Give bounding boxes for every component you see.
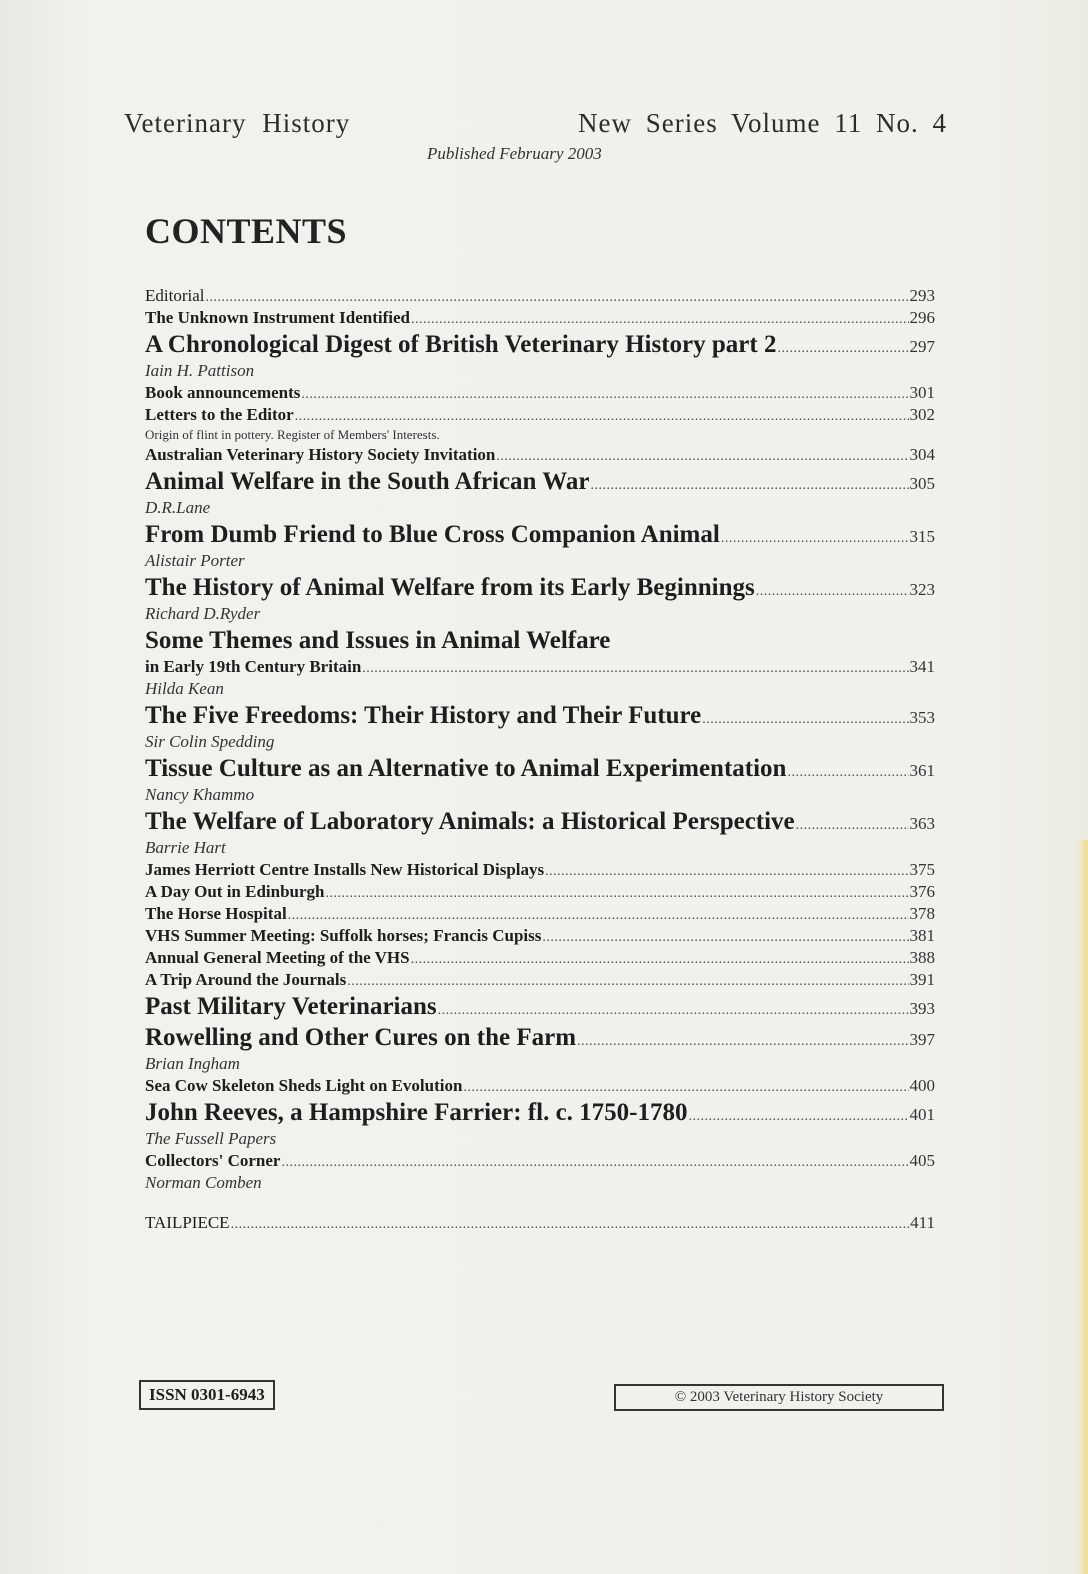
- toc-entry-page: 297: [909, 337, 935, 356]
- dot-leader: [281, 1150, 908, 1174]
- toc-entry-page: 353: [909, 708, 935, 727]
- toc-author: Nancy Khammo: [145, 785, 255, 804]
- toc-entry: [145, 969, 935, 991]
- toc-entry: [145, 444, 935, 466]
- toc-entry-page: 305: [909, 474, 935, 493]
- toc-entry-title: The Welfare of Laboratory Animals: a Historical Perspective: [145, 808, 795, 835]
- toc-entry: [145, 881, 935, 903]
- toc-spacer: [145, 1194, 935, 1212]
- table-of-contents: [145, 285, 935, 1234]
- toc-entry-title: Editorial: [145, 286, 205, 305]
- toc-entry-page: 375: [909, 860, 935, 879]
- toc-entry-title: James Herriott Centre Installs New Historical Displays: [145, 860, 545, 879]
- dot-leader: [496, 444, 908, 468]
- toc-entry: [145, 753, 935, 784]
- toc-entry: [145, 806, 935, 837]
- toc-entry-title: Collectors' Corner: [145, 1151, 281, 1170]
- dot-leader: [288, 903, 909, 927]
- dot-leader: [545, 859, 908, 883]
- page-edge-discoloration: [1078, 840, 1088, 1574]
- toc-entry-page: 293: [909, 286, 935, 305]
- toc-entry: [145, 700, 935, 731]
- toc-entry-page: 393: [909, 999, 935, 1018]
- toc-entry: [145, 1075, 935, 1097]
- toc-author: Sir Colin Spedding: [145, 732, 275, 751]
- dot-leader: [411, 307, 909, 331]
- toc-entry-title: VHS Summer Meeting: Suffolk horses; Francis Cupiss: [145, 926, 542, 945]
- dot-leader: [796, 806, 909, 841]
- dot-leader: [438, 991, 909, 1026]
- dot-leader: [347, 969, 908, 993]
- toc-entry: [145, 329, 935, 360]
- dot-leader: [777, 329, 908, 364]
- toc-author: The Fussell Papers: [145, 1129, 277, 1148]
- toc-entry: [145, 307, 935, 329]
- dot-leader: [787, 753, 908, 788]
- toc-entry-page: 378: [909, 904, 935, 923]
- journal-name: Veterinary History: [124, 108, 351, 138]
- toc-entry-page: 301: [909, 383, 935, 402]
- toc-entry: [145, 991, 935, 1022]
- toc-entry: [145, 404, 935, 426]
- copyright-box: © 2003 Veterinary History Society: [614, 1384, 944, 1411]
- toc-entry-title: Rowelling and Other Cures on the Farm: [145, 1024, 577, 1051]
- toc-entry: [145, 519, 935, 550]
- toc-entry: [145, 572, 935, 603]
- toc-entry-title: Animal Welfare in the South African War: [145, 468, 590, 495]
- toc-entry-title: Annual General Meeting of the VHS: [145, 948, 410, 967]
- dot-leader: [756, 572, 909, 607]
- dot-leader: [577, 1022, 908, 1057]
- toc-entry: [145, 1097, 935, 1128]
- dot-leader: [590, 466, 908, 501]
- toc-heading-line: Some Themes and Issues in Animal Welfare: [145, 627, 611, 654]
- toc-entry: [145, 925, 935, 947]
- toc-entry: [145, 656, 935, 678]
- dot-leader: [702, 700, 908, 735]
- issn-box: ISSN 0301-6943: [139, 1380, 275, 1410]
- toc-entry-title: The History of Animal Welfare from its Early Beginnings: [145, 574, 755, 601]
- toc-entry-page: 304: [909, 445, 935, 464]
- publication-date: Published February 2003: [427, 144, 602, 163]
- dot-leader: [689, 1097, 909, 1132]
- toc-entry: [145, 382, 935, 404]
- toc-entry: [145, 285, 935, 307]
- toc-entry-title: From Dumb Friend to Blue Cross Companion Animal: [145, 521, 720, 548]
- toc-entry-title: A Chronological Digest of British Veterinary History part 2: [145, 331, 777, 358]
- toc-entry-page: 315: [909, 527, 935, 546]
- contents-heading: CONTENTS: [145, 211, 348, 251]
- toc-entry: [145, 1150, 935, 1172]
- toc-entry-page: 388: [909, 948, 935, 967]
- toc-entry-title: Letters to the Editor: [145, 405, 294, 424]
- toc-entry-page: 411: [910, 1213, 935, 1232]
- toc-entry-page: 376: [909, 882, 935, 901]
- toc-author: Hilda Kean: [145, 679, 224, 698]
- toc-entry: [145, 903, 935, 925]
- toc-entry: [145, 859, 935, 881]
- dot-leader: [721, 519, 909, 554]
- dot-leader: [301, 382, 908, 406]
- toc-entry: [145, 466, 935, 497]
- toc-entry-page: 397: [909, 1030, 935, 1049]
- toc-entry-title: The Unknown Instrument Identified: [145, 308, 410, 327]
- dot-leader: [205, 285, 908, 309]
- dot-leader: [231, 1212, 910, 1236]
- toc-entry: [145, 947, 935, 969]
- dot-leader: [362, 656, 908, 680]
- toc-entry-page: 405: [909, 1151, 935, 1170]
- toc-author: Barrie Hart: [145, 838, 226, 857]
- toc-entry-title: TAILPIECE: [145, 1213, 230, 1232]
- toc-author: D.R.Lane: [145, 498, 211, 517]
- toc-author: Richard D.Ryder: [145, 604, 261, 623]
- toc-entry-page: 363: [909, 814, 935, 833]
- toc-note: Origin of flint in pottery. Register of Members' Interests.: [145, 427, 440, 442]
- series-volume: New Series Volume 11 No. 4: [578, 108, 947, 138]
- toc-author: Brian Ingham: [145, 1054, 240, 1073]
- toc-entry-title: The Five Freedoms: Their History and Their Future: [145, 702, 702, 729]
- toc-entry-title: The Horse Hospital: [145, 904, 287, 923]
- toc-entry-page: 400: [909, 1076, 935, 1095]
- toc-entry-title: A Trip Around the Journals: [145, 970, 347, 989]
- toc-entry-title: Tissue Culture as an Alternative to Animal Experimentation: [145, 755, 787, 782]
- toc-entry: [145, 1022, 935, 1053]
- toc-entry-page: 381: [909, 926, 935, 945]
- toc-entry-page: 323: [909, 580, 935, 599]
- toc-entry-page: 361: [909, 761, 935, 780]
- toc-entry-page: 296: [909, 308, 935, 327]
- toc-entry-page: 401: [909, 1105, 935, 1124]
- dot-leader: [295, 404, 909, 428]
- toc-entry-title: A Day Out in Edinburgh: [145, 882, 325, 901]
- dot-leader: [411, 947, 909, 971]
- toc-entry-page: 302: [909, 405, 935, 424]
- toc-entry-title: in Early 19th Century Britain: [145, 657, 362, 676]
- toc-entry-page: 341: [909, 657, 935, 676]
- dot-leader: [463, 1075, 908, 1099]
- toc-author: Alistair Porter: [145, 551, 245, 570]
- toc-entry-page: 391: [909, 970, 935, 989]
- dot-leader: [542, 925, 908, 949]
- toc-entry-title: John Reeves, a Hampshire Farrier: fl. c. 1750-1780: [145, 1099, 688, 1126]
- toc-entry-title: Sea Cow Skeleton Sheds Light on Evolution: [145, 1076, 463, 1095]
- toc-entry: [145, 1212, 935, 1234]
- toc-entry-title: Australian Veterinary History Society Invitation: [145, 445, 496, 464]
- toc-author: Iain H. Pattison: [145, 361, 255, 380]
- dot-leader: [326, 881, 909, 905]
- toc-entry-title: Book announcements: [145, 383, 301, 402]
- toc-author: Norman Comben: [145, 1173, 262, 1192]
- toc-entry-title: Past Military Veterinarians: [145, 993, 437, 1020]
